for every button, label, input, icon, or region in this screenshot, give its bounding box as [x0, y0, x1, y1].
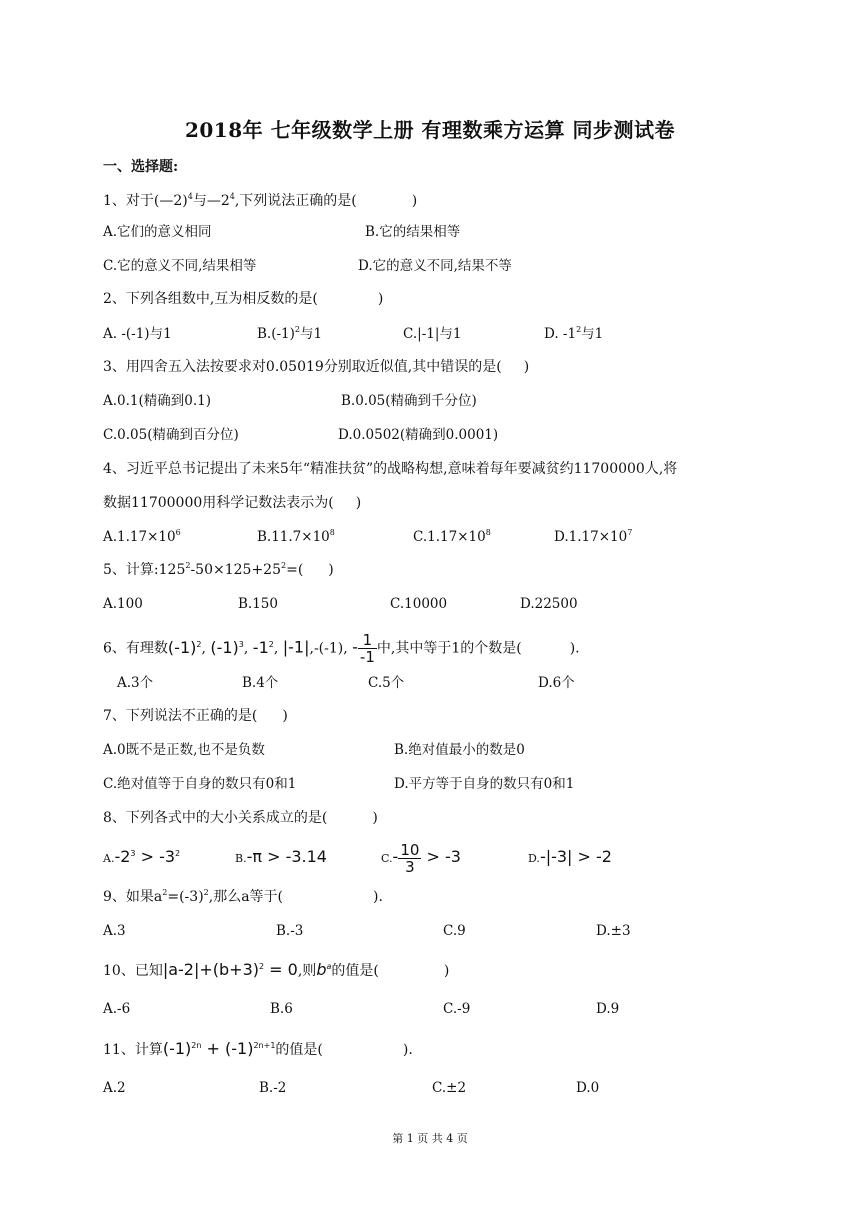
question-4-stem-line2: 数据11700000用科学记数法表示为( ) [103, 495, 362, 511]
question-8-option-a: $A.-2^3 > -3^2$ [103, 847, 181, 866]
question-4-option-a: $A.1.17\times 10^6$ [103, 528, 181, 545]
question-4-option-b: $B.11.7\times 10^8$ [257, 528, 335, 545]
question-8-option-d: D.-|-3| > -2 [528, 847, 612, 866]
question-9-option-b: B.-3 [276, 923, 304, 939]
question-8-option-c: C.- $\frac{10}{3}$ > -3 [381, 841, 461, 876]
question-3-option-a: A.0.1(精确到0.1) [103, 393, 212, 409]
question-11-option-c: C.±2 [432, 1080, 467, 1096]
question-9-option-d: D.±3 [596, 923, 631, 939]
page-footer: 第 1 页 共 4 页 [392, 1132, 468, 1145]
question-3-option-c: C.0.05(精确到百分位) [103, 427, 239, 443]
question-6-option-d: D.6个 [538, 675, 575, 691]
question-5-option-d: D.22500 [520, 596, 578, 612]
question-6-stem: 6、有理数$(-1)^2$, $(-1)^3$, $-1^2$, |-1|,-(-1), - $\frac{1}{-1}$ 中,其中等于1的个数是( ). [103, 631, 580, 666]
question-1-option-c: C.它的意义不同,结果相等 [103, 258, 257, 274]
question-8-stem: 8、下列各式中的大小关系成立的是( ) [103, 810, 378, 826]
section-heading: 一、选择题: [103, 159, 179, 175]
question-6-fraction: $\frac{1}{-1}$ [359, 631, 375, 666]
question-2-option-a: A. -(-1)与1 [103, 326, 172, 342]
question-3-option-d: D.0.0502(精确到0.0001) [338, 427, 499, 443]
question-6-option-a: A.3个 [117, 675, 154, 691]
question-11-option-d: D.0 [576, 1080, 600, 1096]
question-1-stem: 1、对于(—2)$^4$与$—2^4$,下列说法正确的是( ) [103, 192, 418, 209]
question-9-stem: 9、如果$a^2=(-3)^2$,那么a等于( ). [103, 888, 383, 905]
question-1-option-b: B.它的结果相等 [365, 224, 461, 240]
question-2-option-b: $B.(-1)^2$与1 [257, 325, 323, 342]
question-4-option-d: $D.1.17\times 10^7$ [554, 528, 633, 545]
question-10-option-a: A.-6 [103, 1001, 131, 1017]
question-2-option-c: C.|-1|与1 [403, 326, 462, 342]
question-3-stem: 3、用四舍五入法按要求对0.05019分别取近似值,其中错误的是( ) [103, 359, 530, 375]
question-11-stem: 11、计算$(-1)^{2n} + (-1)^{2n+1}$的值是( ). [103, 1039, 413, 1058]
question-5-option-b: B.150 [238, 596, 278, 612]
question-10-option-c: C.-9 [443, 1001, 471, 1017]
question-10-stem: 10、已知$|a-2|+(b+3)^2 = 0$,则$b^a$的值是( ) [103, 960, 450, 979]
question-7-option-c: C.绝对值等于自身的数只有0和1 [103, 776, 297, 792]
question-6-option-b: B.4个 [242, 675, 279, 691]
question-2-stem: 2、下列各组数中,互为相反数的是( ) [103, 291, 384, 307]
question-4-option-c: $C.1.17\times 10^8$ [413, 528, 491, 545]
question-7-stem: 7、下列说法不正确的是( ) [103, 708, 288, 724]
question-5-stem: 5、计算$:125^2-50\times 125+25^2=$( ) [103, 561, 334, 578]
question-9-option-a: A.3 [103, 923, 126, 939]
question-10-option-b: B.6 [270, 1001, 293, 1017]
question-5-option-a: A.100 [103, 596, 143, 612]
question-9-option-c: C.9 [443, 923, 466, 939]
question-4-stem-line1: 4、习近平总书记提出了未来5年“精准扶贫”的战略构想,意味着每年要减贫约11700000人,将 [103, 461, 678, 477]
question-2-option-d: D. $-1^2$与1 [544, 325, 604, 342]
question-7-option-a: A.0既不是正数,也不是负数 [103, 742, 265, 758]
question-5-option-c: C.10000 [390, 596, 448, 612]
question-11-option-a: A.2 [103, 1080, 126, 1096]
question-8-option-b: B.-π > -3.14 [235, 847, 327, 866]
question-6-option-c: C.5个 [368, 675, 405, 691]
question-7-option-d: D.平方等于自身的数只有0和1 [394, 776, 575, 792]
page-title: 2018年 七年级数学上册 有理数乘方运算 同步测试卷 [184, 118, 676, 142]
question-3-option-b: B.0.05(精确到千分位) [341, 393, 477, 409]
question-10-option-d: D.9 [596, 1001, 620, 1017]
question-1-option-d: D.它的意义不同,结果不等 [358, 258, 512, 274]
question-7-option-b: B.绝对值最小的数是0 [394, 742, 525, 758]
question-1-option-a: A.它们的意义相同 [103, 224, 212, 240]
question-11-option-b: B.-2 [259, 1080, 287, 1096]
